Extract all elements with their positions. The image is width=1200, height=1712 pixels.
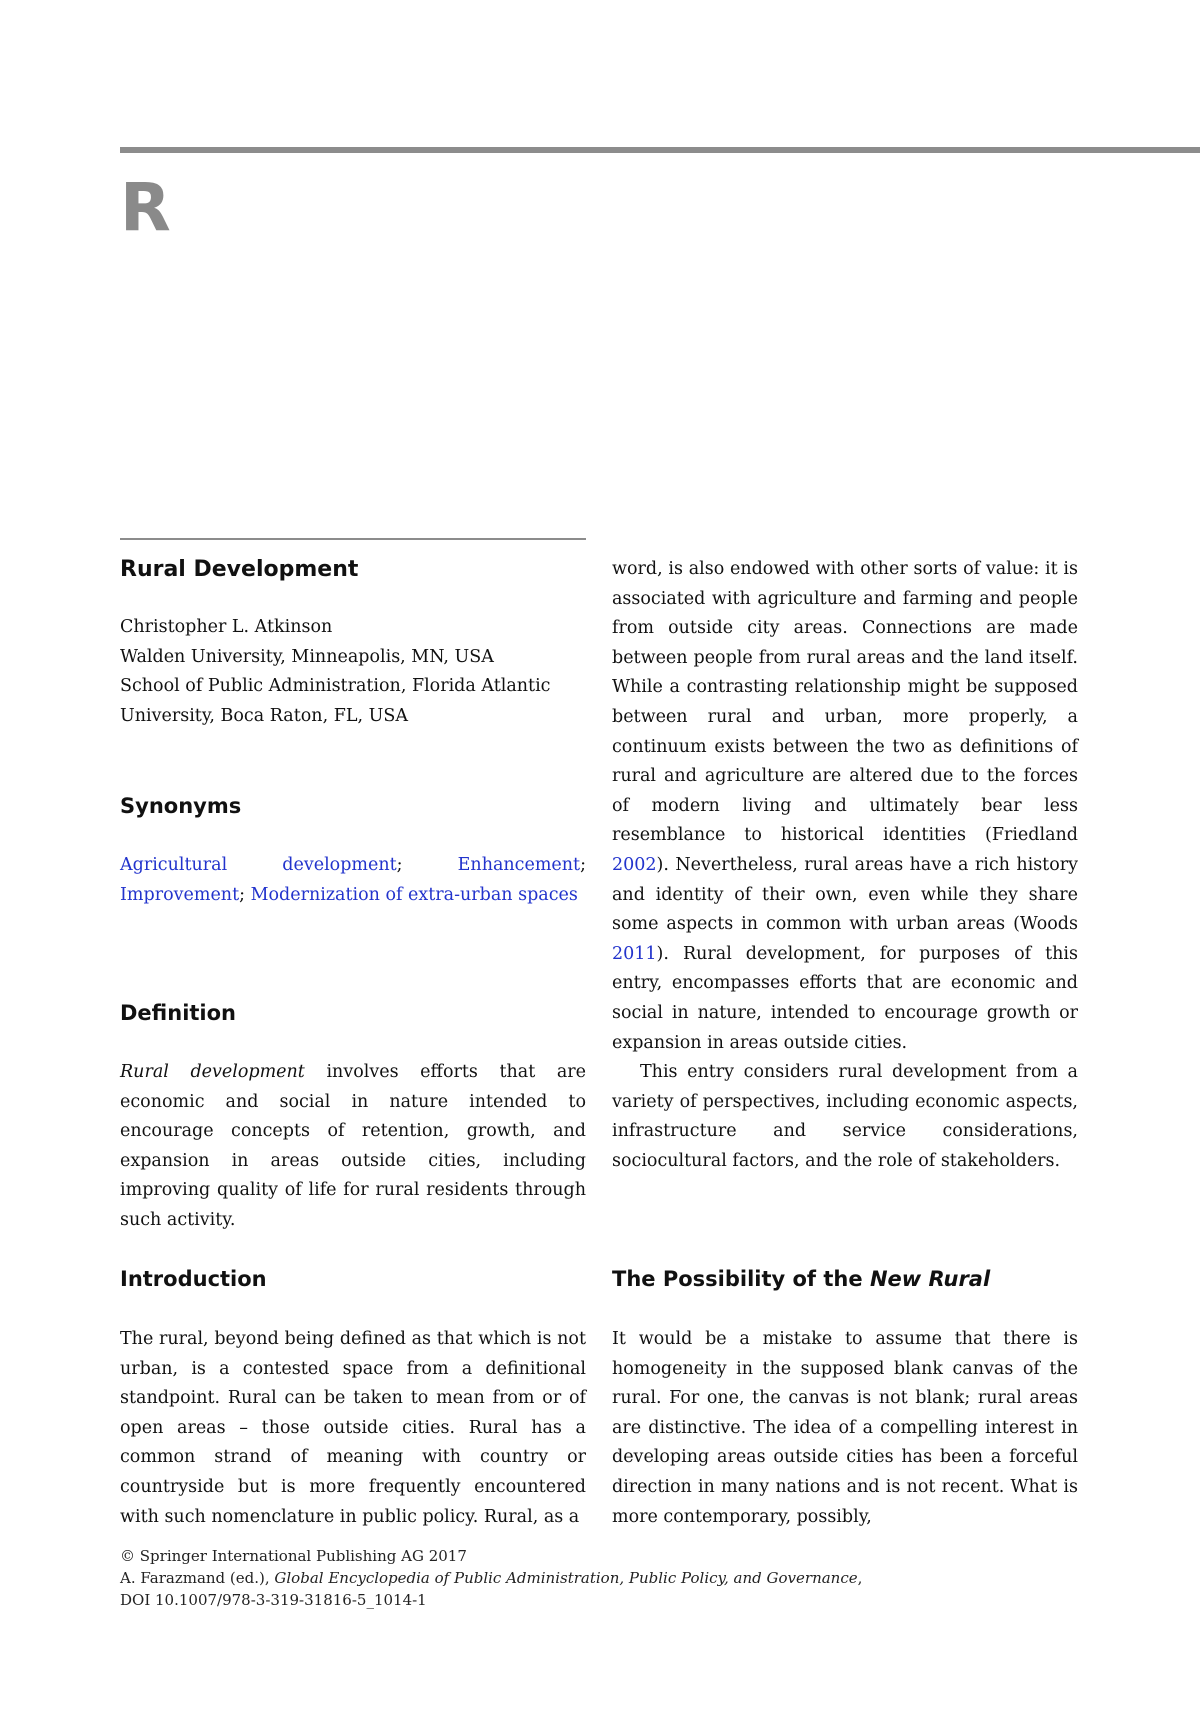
synonym-separator: ;	[580, 855, 586, 875]
copyright: © Springer International Publishing AG 2017	[120, 1547, 467, 1565]
defined-term: Rural development	[120, 1062, 305, 1082]
synonym-link[interactable]: Modernization of extra-urban spaces	[250, 884, 578, 905]
top-rule	[120, 147, 1200, 153]
entry-title: Rural Development	[120, 557, 359, 582]
heading-italic-text: New Rural	[869, 1267, 991, 1291]
text-run: ). Rural development, for purposes of this entry, encompasses efforts that are economic and social in nature, intended to encourage growth or expansion in areas outside cities.	[612, 943, 1078, 1053]
doi: DOI 10.1007/978-3-319-31816-5_1014-1	[120, 1591, 427, 1609]
synonym-link[interactable]: Agricultural development	[120, 855, 397, 875]
citation-link[interactable]: 2011	[612, 943, 657, 964]
synonym-separator: ;	[239, 884, 251, 905]
punctuation: ,	[857, 1569, 863, 1587]
book-title: Global Encyclopedia of Public Administration, Public Policy, and Governance	[274, 1569, 858, 1587]
definition-text: involves efforts that are economic and social in nature intended to encourage concepts of retention, growth, and expansion in areas outside cities, including improving quality of life for rural residents through such activity.	[120, 1062, 586, 1230]
synonym-link[interactable]: Improvement	[120, 884, 240, 905]
section-letter: R	[120, 169, 171, 246]
new-rural-body	[612, 1325, 1078, 1532]
synonyms-heading: Synonyms	[120, 794, 242, 818]
definition-heading: Definition	[120, 1001, 237, 1025]
entry-rule	[120, 538, 586, 540]
author-name: Christopher L. Atkinson	[120, 617, 333, 637]
new-rural-heading	[612, 1265, 990, 1293]
synonym-separator: ;	[396, 855, 458, 875]
author-affiliation-2a: School of Public Administration, Florida Atlantic	[120, 676, 551, 697]
heading-text: The Possibility of the	[612, 1267, 870, 1291]
citation-link[interactable]: 2002	[612, 854, 657, 875]
paragraph: This entry considers rural development from a variety of perspectives, including economic aspects, infrastructure and service considerations, sociocultural factors, and the role of stakeholders.	[612, 1062, 1078, 1171]
introduction-text: The rural, beyond being defined as that which is not urban, is a contested space from a definitional standpoint. Rural can be taken to mean from or of open areas – those outside cities. Rural has a common strand of meaning with country or countryside but is more frequently encountered with such nomenclature in public policy. Rural, as a	[120, 1329, 586, 1527]
text-run: word, is also endowed with other sorts of value: it is associated with agriculture and farming and people from outside city areas. Connections are made between people from rural areas and the land itself. While a contrasting relationship might be supposed between rural and urban, more properly, a continuum exists between the two as definitions of rural and agriculture are altered due to the forces of modern living and ultimately bear less resemblance to historical identities (Friedland	[612, 559, 1078, 846]
text-run: ). Nevertheless, rural areas have a rich history and identity of their own, even while they share some aspects in common with urban areas (Woods	[612, 854, 1078, 935]
paragraph	[612, 555, 1078, 1058]
citation-line	[120, 1567, 862, 1589]
synonyms-list	[120, 851, 586, 910]
synonym-link[interactable]: Enhancement	[457, 855, 581, 875]
author-affiliation-1: Walden University, Minneapolis, MN, USA	[120, 646, 494, 667]
author-block	[120, 613, 586, 731]
definition-body	[120, 1058, 586, 1236]
new-rural-text: It would be a mistake to assume that there is homogeneity in the supposed blank canvas of the rural. For one, the canvas is not blank; rural areas are distinctive. The idea of a compelling interest in developing areas outside cities has been a forceful direction in many nations and is not recent. What is more contemporary, possibly,	[612, 1329, 1078, 1527]
footer	[120, 1545, 862, 1611]
introduction-body	[120, 1325, 586, 1532]
editor: A. Farazmand (ed.),	[120, 1569, 275, 1587]
introduction-heading: Introduction	[120, 1267, 267, 1291]
author-affiliation-2b: University, Boca Raton, FL, USA	[120, 705, 408, 726]
right-column-body	[612, 555, 1078, 1176]
